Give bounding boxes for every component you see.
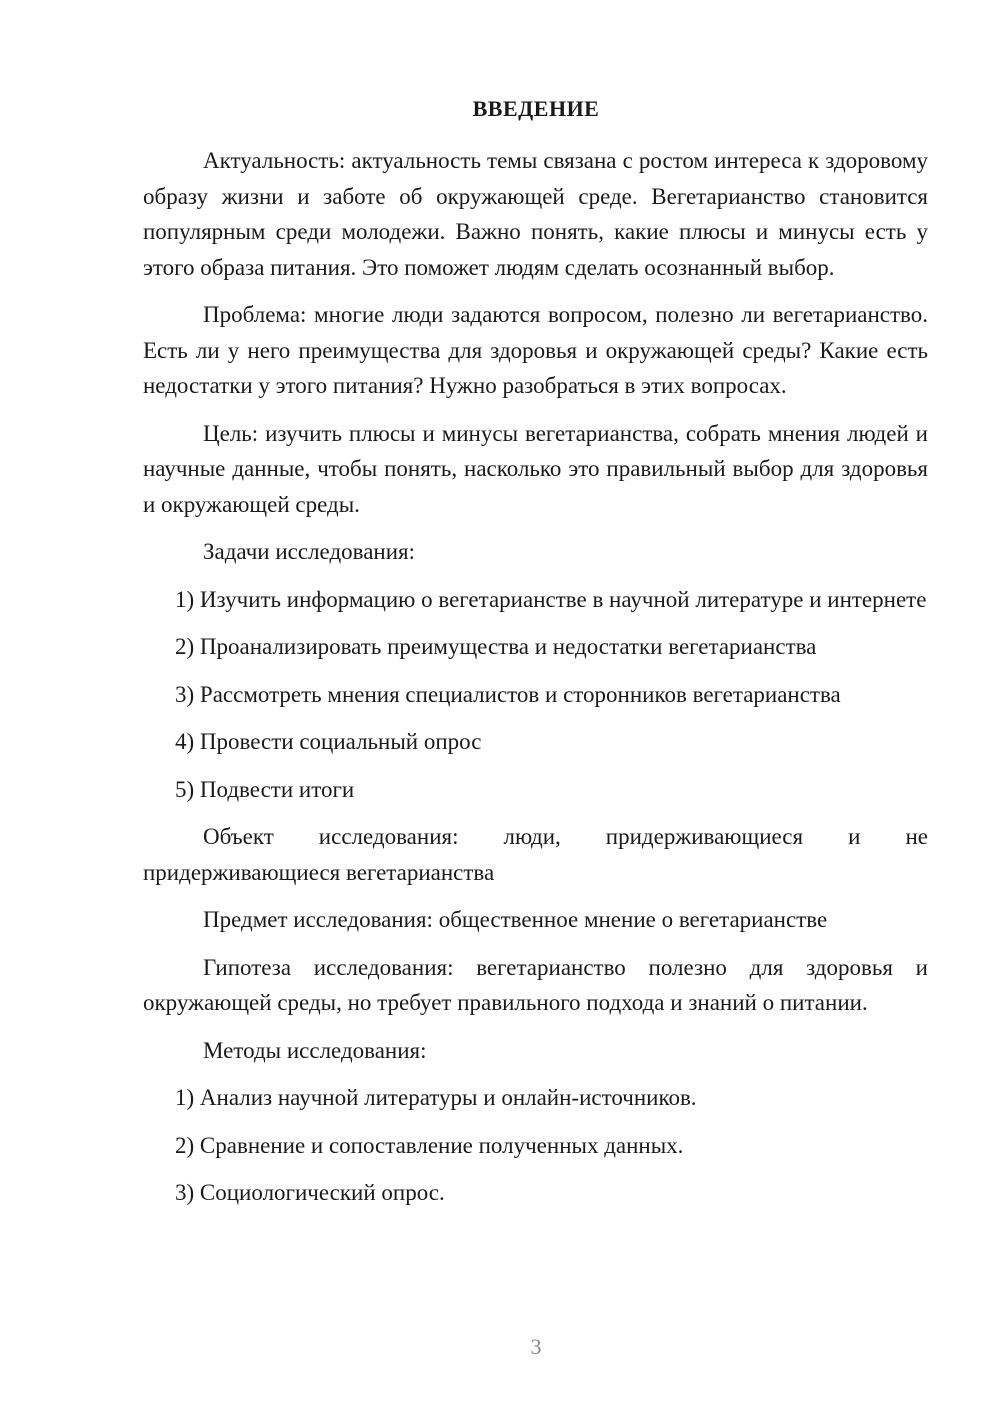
page-number: 3 — [530, 1334, 542, 1359]
section-title: ВВЕДЕНИЕ — [472, 96, 600, 121]
task-item: 1) Изучить информацию о вегетарианстве в научной литературе и интернете — [175, 586, 927, 612]
method-item: 1) Анализ научной литературы и онлайн-источников. — [175, 1085, 697, 1110]
method-item: 2) Сравнение и сопоставление полученных данных. — [175, 1132, 684, 1158]
task-item: 2) Проанализировать преимущества и недостатки вегетарианства — [175, 634, 817, 659]
relevance-paragraph: Актуальность: актуальность темы связана с ростом интереса к здоровому образу жизни и заботе об окружающей среде. Вегетарианство становится популярным среди молодежи. Важно понять, какие плюсы и минусы есть у этого образа питания. Это поможет людям сделать осознанный выбор. — [143, 148, 928, 280]
tasks-heading: Задачи исследования: — [203, 539, 416, 564]
task-item: 3) Рассмотреть мнения специалистов и сторонников вегетарианства — [175, 681, 841, 707]
goal-paragraph: Цель: изучить плюсы и минусы вегетарианства, собрать мнения людей и научные данные, чтобы понять, насколько это правильный выбор для здоровья и окружающей среды. — [143, 420, 928, 517]
methods-heading: Методы исследования: — [203, 1037, 427, 1063]
task-item: 4) Провести социальный опрос — [175, 729, 482, 754]
hypothesis-paragraph: Гипотеза исследования: вегетарианство полезно для здоровья и окружающей среды, но требует правильного подхода и знаний о питании. — [143, 954, 928, 1015]
method-item: 3) Социологический опрос. — [175, 1180, 445, 1205]
problem-paragraph: Проблема: многие люди задаются вопросом, полезно ли вегетарианство. Есть ли у него преимущества для здоровья и окружающей среды? Какие есть недостатки у этого питания? Нужно разобраться в этих вопросах. — [143, 302, 928, 398]
subject-paragraph: Предмет исследования: общественное мнение о вегетарианстве — [203, 907, 828, 932]
task-item: 5) Подвести итоги — [175, 776, 355, 802]
document-body — [143, 143, 928, 1211]
object-paragraph: Объект исследования: люди, придерживающиеся и не придерживающиеся вегетарианства — [143, 824, 928, 885]
